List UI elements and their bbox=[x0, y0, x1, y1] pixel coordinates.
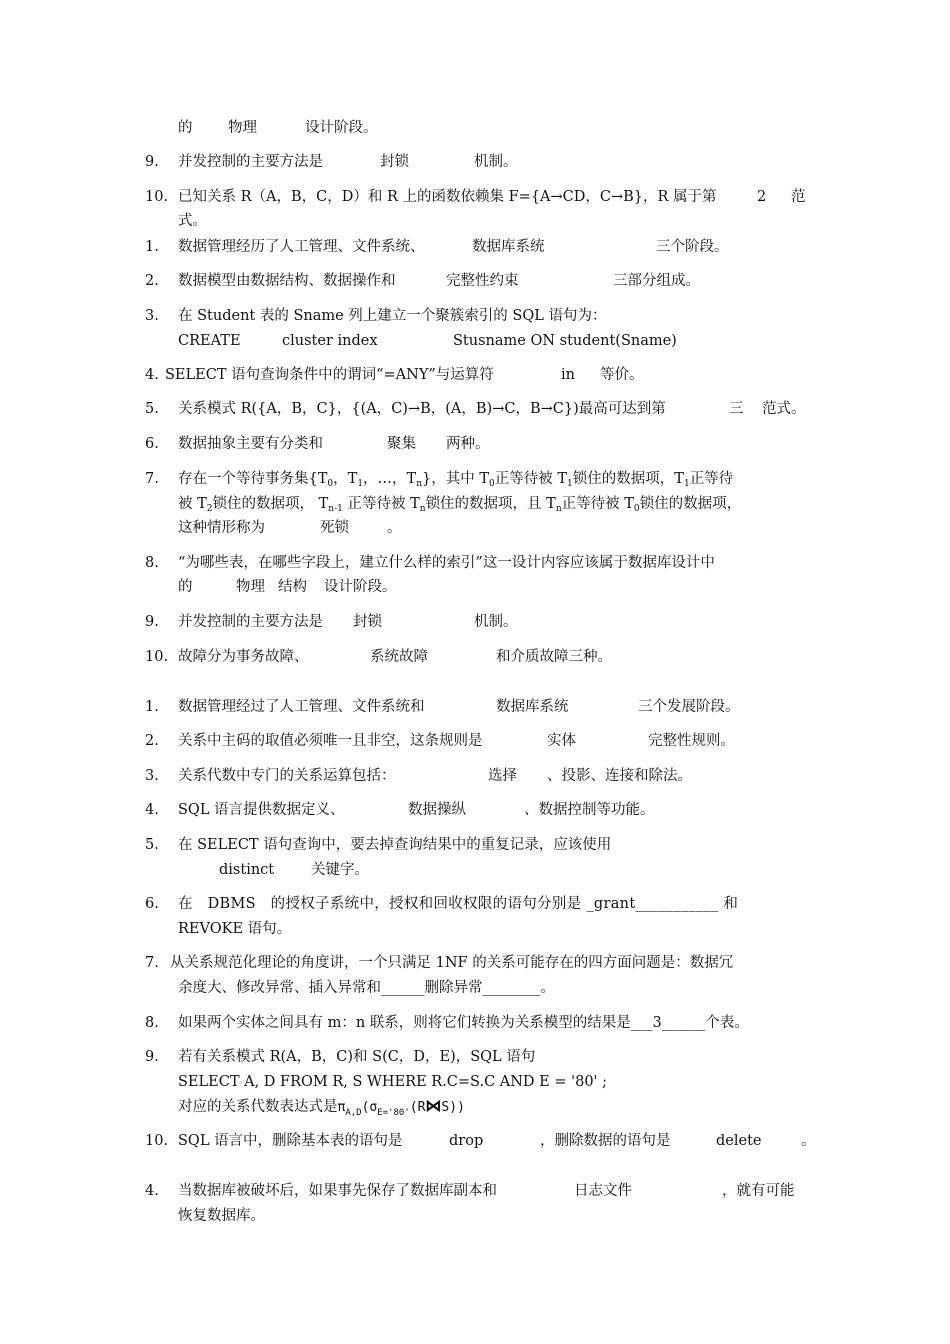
t: 锁住的数据项， bbox=[212, 496, 315, 512]
item-number: 2. bbox=[145, 273, 159, 289]
s2-q9 bbox=[0, 1046, 950, 1068]
t: T bbox=[410, 496, 420, 512]
answer: 物理 bbox=[236, 579, 265, 595]
answer: 封锁 bbox=[353, 614, 382, 630]
sub: n bbox=[555, 504, 562, 514]
sub: A,D bbox=[345, 1108, 362, 1118]
text: 机制。 bbox=[474, 614, 518, 630]
s2-q9-algebra bbox=[0, 1095, 950, 1117]
s0-q10-cont bbox=[0, 210, 950, 232]
text: SQL 语言中，删除基本表的语句是 bbox=[178, 1133, 403, 1149]
text: 这种情形称为 bbox=[178, 520, 265, 536]
item-number: 1. bbox=[145, 699, 159, 715]
text: 的 bbox=[178, 120, 193, 136]
text: 、投影、连接和除法。 bbox=[547, 768, 692, 784]
code: CREATE bbox=[178, 333, 241, 349]
item-number: 7. bbox=[145, 471, 159, 487]
t: 锁住的数据项， bbox=[572, 471, 675, 487]
sub: n-1 bbox=[328, 504, 343, 514]
t: T bbox=[406, 471, 417, 487]
s3-q4-line2 bbox=[0, 1205, 950, 1227]
item-number: 3. bbox=[145, 768, 159, 784]
t: (R bbox=[409, 1100, 426, 1115]
s1-q3 bbox=[0, 305, 950, 327]
t: T bbox=[479, 471, 490, 487]
text: 。 bbox=[387, 520, 402, 536]
sub: 1 bbox=[567, 479, 573, 489]
text: 范 bbox=[791, 189, 806, 205]
text: 数据管理经过了人工管理、文件系统和 bbox=[178, 699, 425, 715]
answer: 三 bbox=[729, 401, 744, 417]
answer: 日志文件 bbox=[574, 1183, 632, 1199]
text: 数据管理经历了人工管理、文件系统、 bbox=[178, 239, 425, 255]
text: 已知关系 R（A，B，C，D）和 R 上的函数依赖集 F={A→CD，C→B}，R 属于第 bbox=[178, 189, 717, 205]
text: 数据模型由数据结构、数据操作和 bbox=[178, 273, 396, 289]
text: 范式。 bbox=[762, 401, 806, 417]
t: 正等待被 bbox=[347, 496, 406, 512]
s0-line0 bbox=[0, 117, 950, 139]
item-number: 10. bbox=[145, 649, 169, 665]
s3-q4 bbox=[0, 1180, 950, 1202]
text: 并发控制的主要方法是 bbox=[178, 614, 323, 630]
sub: 2 bbox=[206, 504, 213, 514]
text: ，就有可能 bbox=[722, 1183, 795, 1199]
s1-q7 bbox=[0, 468, 950, 490]
t: 被 bbox=[178, 496, 193, 512]
item-number: 5. bbox=[145, 837, 159, 853]
text: 在 Student 表的 Sname 列上建立一个聚簇索引的 SQL 语句为： bbox=[178, 308, 607, 324]
answer: drop bbox=[449, 1133, 484, 1149]
s1-q9 bbox=[0, 611, 950, 633]
text: 在 DBMS 的授权子系统中，授权和回收权限的语句分别是 _grant___________ 和 bbox=[178, 896, 739, 912]
sub: 0 bbox=[489, 479, 495, 489]
item-number: 8. bbox=[145, 555, 159, 571]
s1-q7-line2 bbox=[0, 493, 950, 515]
item-number: 4. bbox=[145, 1183, 159, 1199]
s1-q10 bbox=[0, 646, 950, 668]
sub: 0 bbox=[633, 504, 640, 514]
text: ，删除数据的语句是 bbox=[540, 1133, 671, 1149]
t: T bbox=[197, 496, 207, 512]
t: }，其中 bbox=[422, 471, 475, 487]
text: 、数据控制等功能。 bbox=[524, 802, 655, 818]
s2-q6-line2 bbox=[0, 918, 950, 940]
sub: E='80' bbox=[377, 1108, 410, 1118]
text: 的 bbox=[178, 579, 193, 595]
s1-q1 bbox=[0, 236, 950, 258]
s2-q4 bbox=[0, 799, 950, 821]
text: 恢复数据库。 bbox=[178, 1208, 265, 1224]
text: 如果两个实体之间具有 m：n 联系，则将它们转换为关系模型的结果是___3______个表。 bbox=[178, 1015, 749, 1031]
answer: 数据库系统 bbox=[496, 699, 569, 715]
text: 和介质故障三种。 bbox=[496, 649, 612, 665]
item-number: 10. bbox=[145, 1133, 169, 1149]
text: 等价。 bbox=[600, 367, 644, 383]
item-number: 2. bbox=[145, 733, 159, 749]
text: 三个阶段。 bbox=[656, 239, 729, 255]
t: 存在一个等待事务集{ bbox=[178, 471, 318, 487]
code: Stusname ON student(Sname) bbox=[453, 333, 677, 349]
t: ，…， bbox=[363, 471, 407, 487]
sub: 1 bbox=[683, 479, 690, 489]
t: 对应的关系代数表达式是 bbox=[178, 1099, 338, 1115]
item-number: 9. bbox=[145, 614, 159, 630]
text: 关系中主码的取值必须唯一且非空，这条规则是 bbox=[178, 733, 483, 749]
s2-q7 bbox=[0, 952, 950, 974]
s2-q3 bbox=[0, 765, 950, 787]
text: 设计阶段。 bbox=[324, 579, 397, 595]
s2-q5 bbox=[0, 834, 950, 856]
text: 若有关系模式 R(A，B，C)和 S(C，D，E)，SQL 语句 bbox=[178, 1049, 536, 1065]
answer: 系统故障 bbox=[370, 649, 428, 665]
text: 在 SELECT 语句查询中，要去掉查询结果中的重复记录，应该使用 bbox=[178, 837, 612, 853]
text: REVOKE 语句。 bbox=[178, 921, 292, 937]
answer: 封锁 bbox=[380, 154, 409, 170]
t: 正等待被 bbox=[561, 496, 620, 512]
text: 式。 bbox=[178, 213, 207, 229]
t: T bbox=[557, 471, 568, 487]
text: “为哪些表，在哪些字段上，建立什么样的索引”这一设计内容应该属于数据库设计中 bbox=[178, 555, 715, 571]
item-number: 6. bbox=[145, 896, 159, 912]
text: 关键字。 bbox=[311, 862, 369, 878]
code: SELECT A, D FROM R, S WHERE R.C=S.C AND E = '80' ; bbox=[178, 1074, 608, 1090]
text: 并发控制的主要方法是 bbox=[178, 154, 323, 170]
t: 锁住的数据项，且 bbox=[425, 496, 542, 512]
item-number: 5. bbox=[145, 401, 159, 417]
text: 从关系规范化理论的角度讲，一个只满足 1NF 的关系可能存在的四方面问题是：数据冗 bbox=[170, 955, 734, 971]
code: cluster index bbox=[282, 333, 378, 349]
text: SQL 语言提供数据定义、 bbox=[178, 802, 345, 818]
text: 。 bbox=[801, 1133, 816, 1149]
answer: 结构 bbox=[278, 579, 307, 595]
text: SELECT 语句查询条件中的谓词“=ANY”与运算符 bbox=[165, 367, 494, 383]
pi-symbol: π bbox=[337, 1100, 346, 1115]
sub: 0 bbox=[327, 479, 334, 489]
t: 正等待 bbox=[689, 471, 734, 487]
s1-q2 bbox=[0, 270, 950, 292]
answer: 数据操纵 bbox=[408, 802, 466, 818]
item-number: 9. bbox=[145, 154, 159, 170]
t: 正等待被 bbox=[494, 471, 553, 487]
s1-q4 bbox=[0, 364, 950, 386]
text: 故障分为事务故障、 bbox=[178, 649, 309, 665]
answer: 死锁 bbox=[320, 520, 349, 536]
answer: delete bbox=[716, 1133, 762, 1149]
answer: 物理 bbox=[228, 120, 257, 136]
s2-q10 bbox=[0, 1130, 950, 1152]
text: 设计阶段。 bbox=[305, 120, 378, 136]
s2-q6 bbox=[0, 893, 950, 915]
answer: 聚集 bbox=[387, 436, 416, 452]
t: T bbox=[624, 496, 634, 512]
t: T bbox=[546, 496, 556, 512]
item-number: 4. bbox=[145, 367, 159, 383]
s1-q7-line3 bbox=[0, 517, 950, 539]
answer: 选择 bbox=[488, 768, 517, 784]
item-number: 10. bbox=[145, 189, 169, 205]
t: T bbox=[674, 471, 684, 487]
s2-q5-line2 bbox=[0, 859, 950, 881]
text: 机制。 bbox=[474, 154, 518, 170]
s2-q7-line2 bbox=[0, 977, 950, 999]
text: 两种。 bbox=[446, 436, 490, 452]
s1-q5 bbox=[0, 398, 950, 420]
sub: n bbox=[419, 504, 426, 514]
s0-q10 bbox=[0, 186, 950, 208]
item-number: 1. bbox=[145, 239, 159, 255]
sub: 1 bbox=[357, 479, 364, 489]
s2-q2 bbox=[0, 730, 950, 752]
item-number: 9. bbox=[145, 1049, 159, 1065]
item-number: 6. bbox=[145, 436, 159, 452]
answer: in bbox=[561, 367, 575, 383]
answer: 完整性约束 bbox=[446, 273, 519, 289]
text bbox=[178, 1095, 465, 1124]
answer: 实体 bbox=[547, 733, 576, 749]
t: T bbox=[347, 471, 358, 487]
answer: distinct bbox=[219, 862, 275, 878]
s2-q8 bbox=[0, 1012, 950, 1034]
text: 三个发展阶段。 bbox=[638, 699, 740, 715]
text: 完整性规则。 bbox=[648, 733, 735, 749]
text: 关系模式 R({A，B，C}，{(A，C)→B，(A，B)→C，B→C})最高可达到第 bbox=[178, 401, 666, 417]
s2-q9-sql bbox=[0, 1071, 950, 1093]
text: 关系代数中专门的关系运算包括： bbox=[178, 768, 396, 784]
item-number: 4. bbox=[145, 802, 159, 818]
t: S)) bbox=[441, 1100, 465, 1115]
answer: 数据库系统 bbox=[472, 239, 545, 255]
item-number: 8. bbox=[145, 1015, 159, 1031]
text bbox=[178, 493, 741, 515]
t: ， bbox=[333, 471, 348, 487]
text: 三部分组成。 bbox=[613, 273, 700, 289]
sub: n bbox=[416, 479, 423, 489]
s1-q8-line2 bbox=[0, 576, 950, 598]
join-icon: ⋈ bbox=[425, 1096, 442, 1115]
text: 当数据库被破坏后，如果事先保存了数据库副本和 bbox=[178, 1183, 497, 1199]
s0-q9 bbox=[0, 151, 950, 173]
s1-q3-code bbox=[0, 330, 950, 352]
sigma-symbol: (σ bbox=[361, 1100, 378, 1115]
text bbox=[178, 468, 733, 490]
answer: 2 bbox=[757, 189, 767, 205]
t: T bbox=[318, 496, 329, 512]
s2-q1 bbox=[0, 696, 950, 718]
text: 数据抽象主要有分类和 bbox=[178, 436, 323, 452]
s1-q8 bbox=[0, 552, 950, 574]
s1-q6 bbox=[0, 433, 950, 455]
item-number: 3. bbox=[145, 308, 159, 324]
item-number: 7. bbox=[145, 955, 159, 971]
t: T bbox=[317, 471, 328, 487]
t: 锁住的数据项， bbox=[639, 496, 742, 512]
text: 余度大、修改异常、插入异常和______删除异常________。 bbox=[178, 980, 555, 996]
